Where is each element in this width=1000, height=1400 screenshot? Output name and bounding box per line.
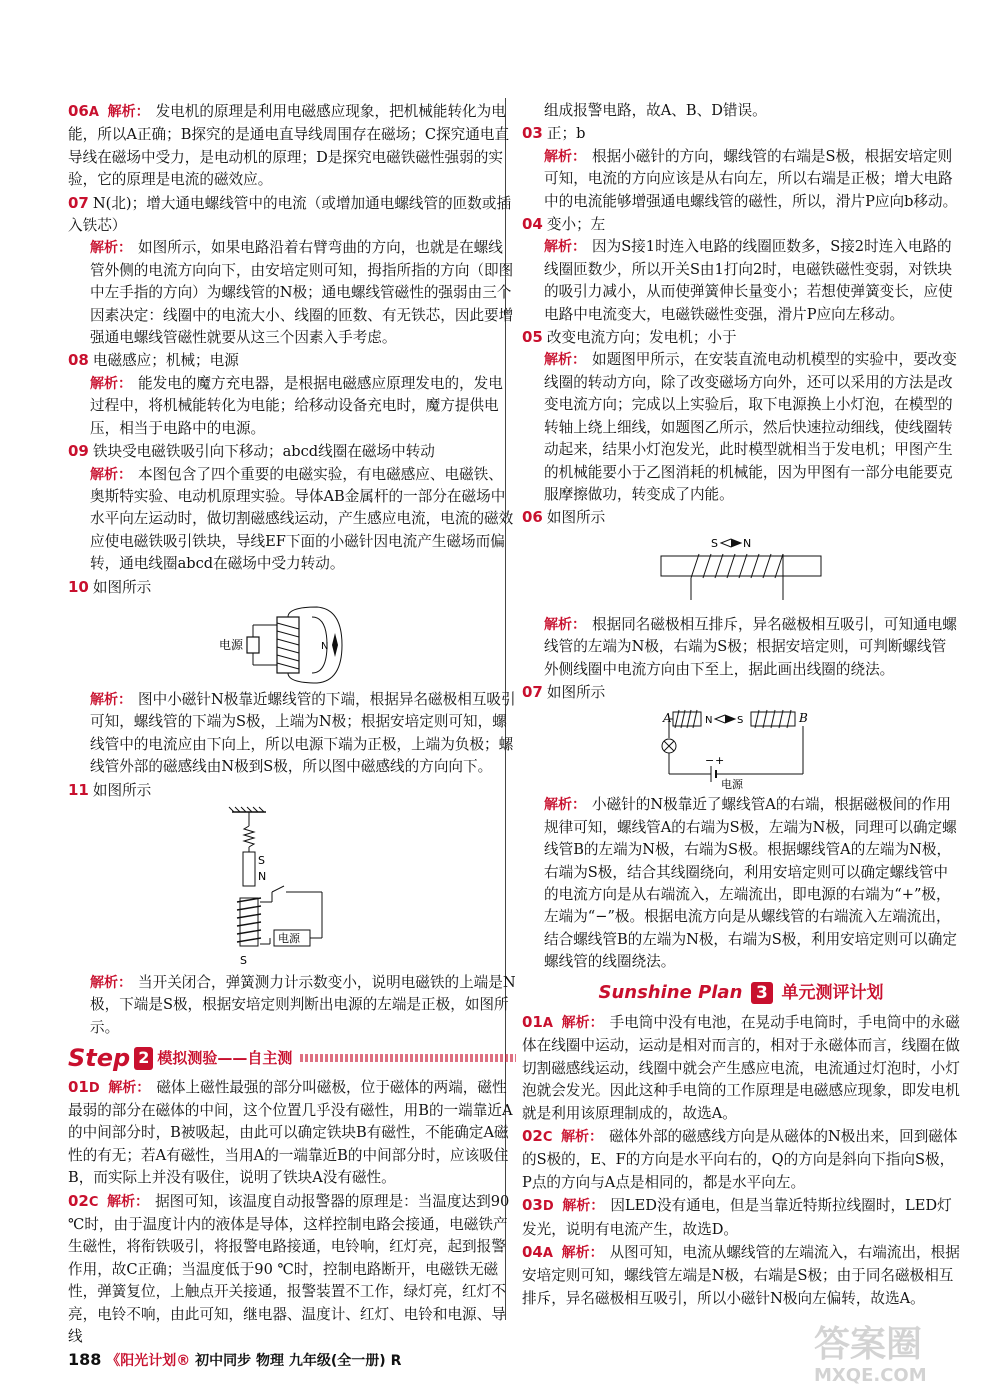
q06-label: 解析： — [107, 104, 150, 120]
s06 — [522, 506, 960, 681]
sunshine-title: 单元测评计划 — [781, 982, 884, 1003]
q06-number: 06A — [68, 102, 99, 120]
q09-number: 09 — [68, 442, 89, 461]
u02-number: 02C — [522, 1127, 553, 1146]
u02 — [522, 1125, 960, 1194]
page-footer — [68, 1350, 401, 1370]
s07 — [522, 681, 960, 974]
q11-figure — [222, 806, 362, 968]
s02-continued: 组成报警电路，故A、B、D错误。 — [544, 102, 767, 119]
q10-text: 图中小磁针N极靠近螺线管的下端，根据异名磁极相互吸引可知，螺线管的下端为S极，上端为N极；根据安培定则可知，螺线管中的电流应由下向上，所以电源下端为正极，上端为负极；螺线管外部的磁感线由N极到S极，所以图中磁感线的方向向下。 — [90, 690, 516, 776]
s07-a-label: A — [663, 711, 672, 726]
s04-answer: 变小；左 — [546, 216, 606, 234]
s05-text: 如题图甲所示，在安装直流电动机模型的实验中，要改变线圈的转动方向，除了改变磁场方向外，还可以采用的方法是改变电流方向；完成以上实验后，取下电源换上小灯泡，在模型的转轴上绕上细线，如题图乙所示，然后快速拉动细线，使线圈转动起来，结果小灯泡发光，此时模型就相当于发电机；甲图产生的机械能要小于乙图消耗的机械能，因为甲图有一部分电能要克服摩擦做功，转变成了内能。 — [544, 351, 957, 503]
s06-s-label: S — [711, 536, 718, 550]
s01-label: 解析： — [108, 1079, 151, 1096]
watermark-sub: MXQE.COM — [814, 1365, 927, 1386]
u03-number: 03D — [522, 1196, 554, 1215]
q07 — [68, 192, 516, 350]
step-bar — [300, 1054, 516, 1062]
u01-text: 手电筒中没有电池，在晃动手电筒时，手电筒中的永磁体在线圈中运动，运动是相对而言的，相对于永磁体而言，线圈在做切割磁感线运动，线圈中就会产生感应电流，电流通过灯泡时，小灯泡就会发光。因此这种手电筒的工作原理是电磁感应现象，即发电机就是利用该原理制成的，故选A。 — [522, 1014, 960, 1122]
step-header — [68, 1044, 516, 1073]
q11-number: 11 — [68, 780, 89, 799]
u04 — [522, 1241, 960, 1310]
page-number: 188 — [68, 1350, 102, 1369]
q09-answer: 铁块受电磁铁吸引向下移动；abcd线圈在磁场中转动 — [92, 443, 435, 461]
s06-label: 解析： — [544, 616, 586, 633]
q09-text: 本图包含了四个重要的电磁实验，有电磁感应、电磁铁、奥斯特实验、电动机原理实验。导体AB金属杆的一部分在磁场中水平向左运动时，做切割磁感线运动，产生感应电流，电流的磁效应使电磁铁吸引铁块，导线EF下面的小磁针因电流产生磁场而偏转，通电线圈abcd在磁场中受力转动。 — [90, 465, 514, 573]
q07-label: 解析： — [90, 240, 132, 257]
s07-figure — [661, 708, 821, 790]
s01-text: 磁体上磁性最强的部分叫磁极，位于磁体的两端，磁性最弱的部分在磁体的中间，这个位置几乎没有磁性，用B的一端靠近A的中间部分时，B被吸起，由此可以确定铁块B有磁性，不能确定A磁性的有无；若A有磁性，当用A的一端靠近B的中间部分时，应该吸住B，而实际上并没有吸住，说明了铁块A没有磁性。 — [68, 1078, 513, 1187]
q11-text: 当开关闭合，弹簧测力计示数变小，说明电磁铁的上端是N极，下端是S极，根据安培定则判断出电源的左端是正极，如图所示。 — [90, 973, 516, 1036]
s02 — [68, 1190, 516, 1349]
q08-answer: 电磁感应；机械；电源 — [92, 352, 239, 370]
q09 — [68, 440, 516, 575]
s03 — [522, 122, 960, 213]
q06 — [68, 100, 516, 192]
s03-label: 解析： — [544, 148, 586, 165]
s06-answer: 如图所示 — [546, 509, 606, 527]
s03-number: 03 — [522, 124, 543, 143]
sunshine-badge: 3 — [751, 982, 773, 1004]
sunshine-header — [522, 982, 960, 1005]
s07-answer: 如图所示 — [546, 683, 606, 701]
u02-text: 磁体外部的磁感线方向是从磁体的N极出来，回到磁体的S极的，E、F的方向是水平向右的，Q的方向是斜向下指向S极，P点的方向与A点是相同的，都是水平向左。 — [522, 1128, 958, 1191]
u02-label: 解析： — [561, 1129, 604, 1146]
left-column — [68, 100, 516, 1348]
s06-n-label: N — [743, 536, 752, 550]
u03-text: 因LED没有通电，但是当靠近特斯拉线圈时，LED灯发光，说明有电流产生，故选D。 — [522, 1197, 952, 1238]
q07-number: 07 — [68, 193, 89, 212]
sunshine-word: Sunshine Plan — [598, 981, 743, 1003]
s06-text: 根据同名磁极相互排斥，异名磁极相互吸引，可知通电螺线管的左端为N极，右端为S极；根据安培定则，可判断螺线管外侧线圈中电流方向由下至上，据此画出线圈的绕法。 — [544, 615, 957, 678]
q10 — [68, 576, 516, 779]
s05-number: 05 — [522, 328, 543, 347]
q09-label: 解析： — [90, 466, 132, 483]
s02-number: 02C — [68, 1191, 99, 1210]
s04 — [522, 213, 960, 326]
q11-n1-label: N — [258, 869, 267, 883]
q07-answer: N(北)；增大通电螺线管中的电流（或增加通电螺线管的匝数或插入铁芯） — [68, 194, 512, 235]
s01 — [68, 1076, 516, 1190]
q11-s2-label: S — [240, 953, 247, 967]
s01-number: 01D — [68, 1077, 100, 1096]
q06-text: 发电机的原理是利用电磁感应现象，把机械能转化为电能，所以A正确；B探究的是通电直导线周围存在磁场；C探究通电直导线在磁场中受力，是电动机的原理；D是探究电磁铁磁性强弱的实验，它的原理是电流的磁效应。 — [68, 103, 510, 189]
s06-figure — [651, 534, 831, 610]
s04-text: 因为S接1时连入电路的线圈匝数多，S接2时连入电路的线圈匝数少，所以开关S由1打向2时，电磁铁磁性变弱，对铁块的吸引力减小，从而使弹簧伸长量变小；若想使弹簧变长，应使电路中电流变大，电磁铁磁性变强，滑片P应向左移动。 — [544, 238, 953, 323]
q10-n-label: N — [321, 640, 329, 652]
q08-text: 能发电的魔方充电器，是根据电磁感应原理发电的，发电过程中，将机械能转化为电能；给移动设备充电时，魔方提供电压，相当于电路中的电源。 — [90, 374, 503, 437]
s07-number: 07 — [522, 682, 543, 701]
s02-text: 据图可知，该温度自动报警器的原理是：当温度达到90 ℃时，由于温度计内的液体是导体，这样控制电路会接通，电磁铁产生磁性，将衔铁吸引，将报警电路接通，电铃响，红灯亮，起到报警作用，故C正确；当温度低于90 ℃时，控制电路断开，电磁铁无磁性，弹簧复位，上触点开关接通，报警装置不工作，绿灯亮，红灯不亮，电铃不响，由此可知，继电器、温度计、红灯、电铃和电源、导线 — [68, 1192, 510, 1346]
s03-text: 根据小磁针的方向，螺线管的右端是S极，根据安培定则可知，电流的方向应该是从右向左，所以右端是正极；增大电路中的电流能够增强通电螺线管的磁性，所以，滑片P应向b移动。 — [544, 147, 958, 210]
q11 — [68, 779, 516, 1040]
s05 — [522, 326, 960, 506]
s03-answer: 正；b — [546, 125, 586, 143]
q07-text: 如图所示，如果电路沿着右臂弯曲的方向，也就是在螺线管外侧的电流方向向下，由安培定则可知，拇指所指的方向（即图中左手指的方向）为螺线管的N极；通电螺线管磁性的强弱由三个因素决定：线圈中的电流大小、线圈的匝数、有无铁芯，因此要增强通电螺线管磁性就要从这三个因素入手考虑。 — [90, 239, 514, 347]
s04-number: 04 — [522, 215, 543, 234]
u01-number: 01A — [522, 1013, 553, 1031]
u04-number: 04A — [522, 1243, 553, 1262]
u03 — [522, 1194, 960, 1241]
s07-n-label: N — [705, 715, 713, 727]
q11-s1-label: S — [258, 853, 265, 867]
brand-name: 《阳光计划® — [106, 1353, 191, 1369]
q10-number: 10 — [68, 577, 89, 596]
u04-label: 解析： — [561, 1245, 604, 1262]
s07-source-label: 电源 — [721, 778, 743, 791]
q08 — [68, 349, 516, 440]
u01 — [522, 1011, 960, 1125]
s05-answer: 改变电流方向；发电机；小于 — [546, 329, 737, 347]
s07-b-label: B — [799, 711, 808, 726]
watermark-main: 答案圈 — [814, 1324, 923, 1365]
right-column — [522, 100, 960, 1310]
q10-source-label: 电源 — [219, 637, 244, 652]
q10-label: 解析： — [90, 691, 132, 708]
u04-text: 从图可知，电流从螺线管的左端流入，右端流出，根据安培定则可知，螺线管左端是N极，右端是S极；由于同名磁极相互排斥，异名磁极相互吸引，所以小磁针N极向左偏转，故选A。 — [522, 1244, 960, 1307]
q08-label: 解析： — [90, 375, 132, 392]
q10-figure — [217, 603, 367, 685]
s02-label: 解析： — [107, 1193, 150, 1210]
step-word: Step — [68, 1044, 131, 1073]
s05-label: 解析： — [544, 352, 586, 369]
q08-number: 08 — [68, 351, 89, 370]
s07-minus-label: − — [705, 754, 715, 768]
step-title: 模拟测验——自主测 — [157, 1049, 293, 1068]
s07-label: 解析： — [544, 797, 586, 814]
s07-text: 小磁针的N极靠近了螺线管A的右端，根据磁极间的作用规律可知，螺线管A的右端为S极，左端为N极，同理可以确定螺线管B的左端为N极，右端为S极。根据螺线管A的左端为N极，右端为S极，结合其线圈绕向，利用安培定则可以确定螺线管中的电流方向是从右端流入，左端流出，即电源的右端为“+”极，左端为“−”极。根据电流方向是从螺线管的右端流入左端流出，结合螺线管B的左端为N极，右端为S极，利用安培定则可以确定螺线管的线圈绕法。 — [544, 796, 957, 971]
u01-label: 解析： — [561, 1015, 604, 1031]
u03-label: 解析： — [562, 1198, 605, 1215]
s06-number: 06 — [522, 508, 543, 527]
step-badge: 2 — [134, 1047, 153, 1069]
q11-label: 解析： — [90, 974, 132, 991]
s07-plus-label: + — [715, 754, 725, 768]
watermark-logo — [814, 1325, 964, 1390]
s04-label: 解析： — [544, 239, 586, 256]
q10-answer: 如图所示 — [92, 578, 152, 596]
s07-s-label: S — [737, 715, 744, 727]
q11-answer: 如图所示 — [92, 781, 152, 799]
q11-source-label: 电源 — [278, 931, 300, 945]
book-title: 初中同步 物理 九年级(全一册) R — [195, 1353, 402, 1369]
